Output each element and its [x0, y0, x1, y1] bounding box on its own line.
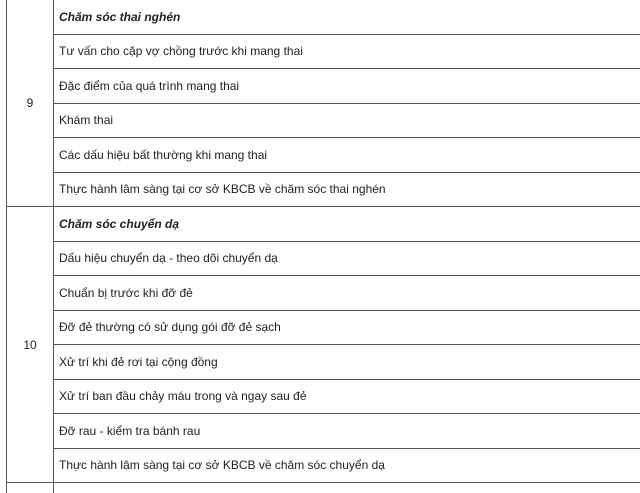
section-number-cell: 10 [7, 207, 54, 483]
topic-item: Đỡ rau - kiểm tra bánh rau [54, 414, 640, 449]
table-row-partial [7, 483, 640, 493]
topic-item: Đặc điểm của quá trình mang thai [54, 69, 640, 104]
topic-item: Xử trí ban đầu chảy máu trong và ngay sau đẻ [54, 379, 640, 414]
table-row [7, 34, 640, 69]
section-heading: Chăm sóc chuyển dạ [54, 207, 640, 242]
table-cell-empty [54, 483, 640, 493]
section-heading: Chăm sóc thai nghén [54, 0, 640, 34]
table-row [7, 207, 640, 242]
table-row [7, 138, 640, 173]
topic-item: Thực hành lâm sàng tại cơ sở KBCB về chăm sóc chuyển dạ [54, 448, 640, 483]
curriculum-table [6, 0, 640, 493]
section-number-cell: 9 [7, 0, 54, 207]
table-cell-empty [7, 483, 54, 493]
table-row [7, 345, 640, 380]
table-row [7, 241, 640, 276]
topic-item: Đỡ đẻ thường có sử dụng gói đỡ đẻ sạch [54, 310, 640, 345]
topic-item: Tư vấn cho cặp vợ chồng trước khi mang thai [54, 34, 640, 69]
table-row [7, 414, 640, 449]
topic-item: Khám thai [54, 103, 640, 138]
topic-item: Thực hành lâm sàng tại cơ sở KBCB về chăm sóc thai nghén [54, 172, 640, 207]
table-row [7, 172, 640, 207]
table-row [7, 276, 640, 311]
topic-item: Xử trí khi đẻ rơi tại cộng đồng [54, 345, 640, 380]
table-row [7, 103, 640, 138]
table-row [7, 0, 640, 34]
topic-item: Dấu hiệu chuyển dạ - theo dõi chuyển dạ [54, 241, 640, 276]
table-row [7, 69, 640, 104]
topic-item: Các dấu hiệu bất thường khi mang thai [54, 138, 640, 173]
table-row [7, 448, 640, 483]
table-row [7, 379, 640, 414]
table-row [7, 310, 640, 345]
topic-item: Chuẩn bị trước khi đỡ đẻ [54, 276, 640, 311]
